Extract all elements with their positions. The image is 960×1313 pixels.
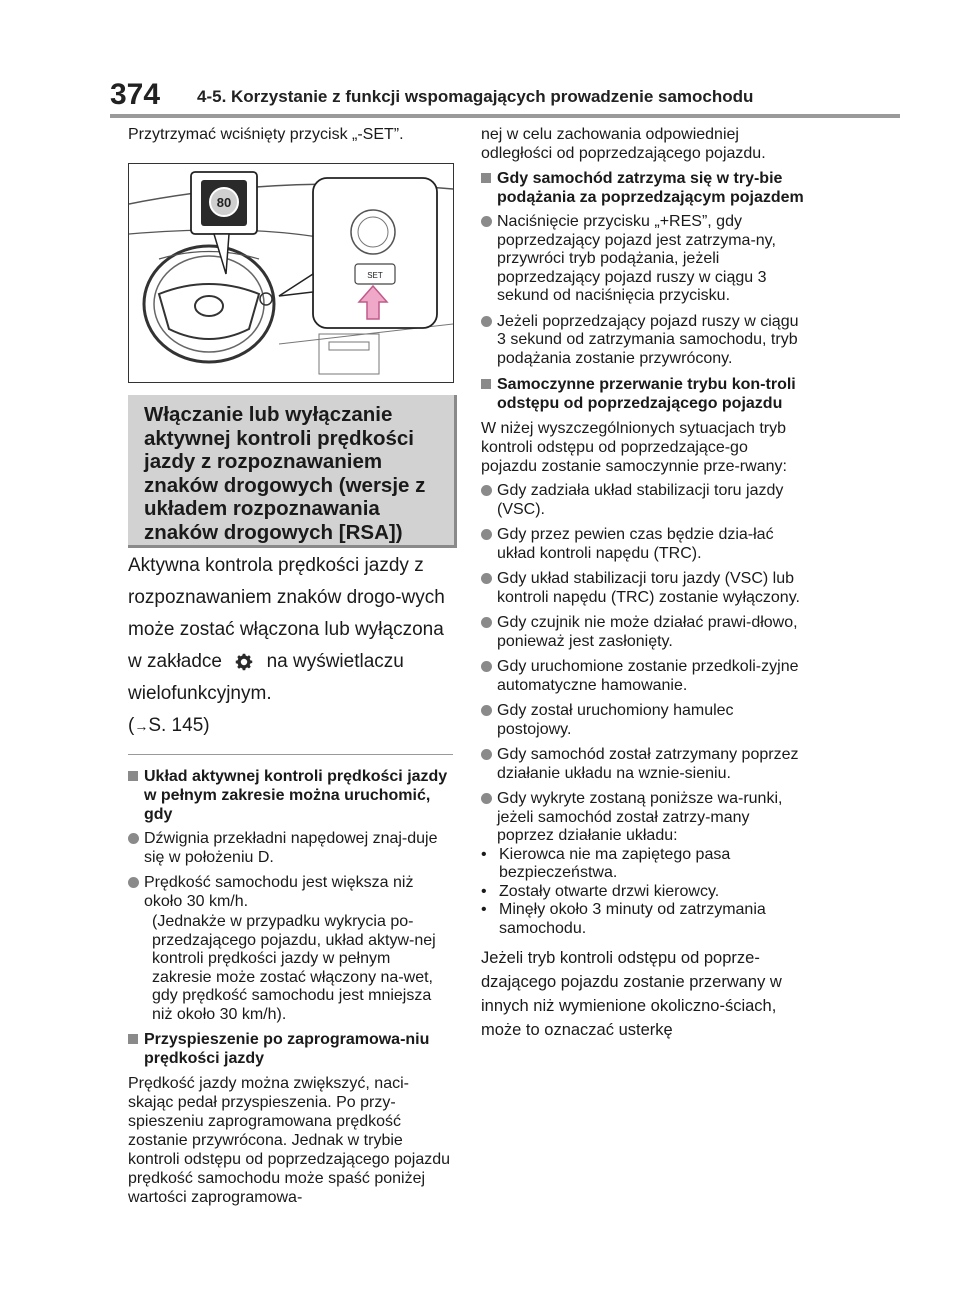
sub-list-item: • Zostały otwarte drzwi kierowcy. xyxy=(481,882,720,900)
intro-instruction: Przytrzymać wciśnięty przycisk „-SET”. xyxy=(128,126,404,143)
list-item: Gdy zadziała układ stabilizacji toru jazdy (VSC). xyxy=(481,482,806,519)
auto-cancel-intro: W niżej wyszczególnionych sytuacjach tryb kontroli odstępu od poprzedzające-go pojazdu zostanie samoczynnie prze-rwany: xyxy=(481,420,787,475)
page-number: 374 xyxy=(110,78,161,111)
header-rule xyxy=(110,114,900,118)
left-column-top xyxy=(128,125,453,150)
sub-list-item: • Kierowca nie ma zapiętego pasa bezpieczeństwa. xyxy=(481,845,731,881)
circle-bullet-icon xyxy=(481,790,497,846)
chapter-title: 4-5. Korzystanie z funkcji wspomagających prowadzenie samochodu xyxy=(197,87,754,106)
circle-bullet-icon xyxy=(481,570,497,607)
list-item: Prędkość samochodu jest większa niż około 30 km/h. xyxy=(128,874,453,911)
section-title: Włączanie lub wyłączanie aktywnej kontroli prędkości jazdy z rozpoznawaniem znaków drogowych (wersje z układem rozpoznawania znaków drogowych [RSA]) xyxy=(144,403,426,544)
rsa-body-part2: na wyświetlaczu wielofunkcyjnym. xyxy=(128,651,404,704)
steering-wheel-figure xyxy=(128,163,454,383)
circle-bullet-icon xyxy=(128,830,144,867)
square-bullet-icon xyxy=(128,771,138,781)
page-header xyxy=(110,78,900,114)
list-item: Dźwignia przekładni napędowej znaj-duje się w położeniu D. xyxy=(128,830,453,867)
circle-bullet-icon xyxy=(481,746,497,783)
circle-bullet-icon xyxy=(481,213,497,306)
square-bullet-icon xyxy=(128,1034,138,1044)
list-item: Gdy samochód został zatrzymany poprzez działanie układu na wznie-sieniu. xyxy=(481,746,806,783)
list-item: Jeżeli poprzedzający pojazd ruszy w ciągu 3 sekund od zatrzymania samochodu, tryb podążania zostanie przywrócony. xyxy=(481,313,806,369)
list-item: Gdy czujnik nie może działać prawi-dłowo, ponieważ jest zasłonięty. xyxy=(481,614,806,651)
right-column xyxy=(481,125,806,1048)
continuation-text: nej w celu zachowania odpowiedniej odległości od poprzedzającego pojazdu. xyxy=(481,126,766,162)
square-bullet-icon xyxy=(481,379,491,389)
circle-bullet-icon xyxy=(128,874,144,911)
speed-note: (Jednakże w przypadku wykrycia po-przedzającego pojazdu, układ aktyw-nej kontroli prędkości jazdy w pełnym zakresie może zostać włączony na-wet, gdy prędkość samochodu jest mniejsza niż około 30 km/h). xyxy=(152,913,436,1023)
rsa-body-text xyxy=(128,550,453,710)
page-reference: (→S. 145) xyxy=(128,715,210,736)
section-heading: Układ aktywnej kontroli prędkości jazdy w pełnym zakresie można uruchomić, gdy xyxy=(128,767,453,824)
acceleration-text: Prędkość jazdy można zwiększyć, naci-skając pedał przyspieszenia. Po przy-spieszeniu zaprogramowana prędkość zostanie przywrócona. Jednak w trybie kontroli odstępu od poprzedzającego pojazdu prędkość samochodu może spaść poniżej wartości zaprogramowa- xyxy=(128,1075,451,1206)
section-heading: Przyspieszenie po zaprogramowa-niu prędkości jazdy xyxy=(128,1030,453,1068)
circle-bullet-icon xyxy=(481,658,497,695)
section-heading: Gdy samochód zatrzyma się w try-bie podążania za poprzedzającym pojazdem xyxy=(481,169,806,207)
set-button-label: SET xyxy=(367,271,383,280)
left-column-body xyxy=(128,550,453,1213)
rsa-body-part1: Aktywna kontrola prędkości jazdy z rozpoznawaniem znaków drogo-wych może zostać włączona lub wyłączona w zakładce xyxy=(128,555,445,672)
circle-bullet-icon xyxy=(481,313,497,369)
list-item: Gdy został uruchomiony hamulec postojowy. xyxy=(481,702,806,739)
section-heading: Samoczynne przerwanie trybu kon-troli odstępu od poprzedzającego pojazdu xyxy=(481,375,806,413)
square-bullet-icon xyxy=(481,173,491,183)
list-item: Gdy wykryte zostaną poniższe wa-runki, jeżeli samochód został zatrzy-many poprzez działanie układu: xyxy=(481,790,806,846)
circle-bullet-icon xyxy=(481,614,497,651)
display-speed-value: 80 xyxy=(216,195,232,210)
list-item: Gdy przez pewien czas będzie dzia-łać układ kontroli napędu (TRC). xyxy=(481,526,806,563)
list-item: Naciśnięcie przycisku „+RES”, gdy poprzedzający pojazd jest zatrzyma-ny, przywróci tryb podążania, jeżeli poprzedzający pojazd ruszy w ciągu 3 sekund od naciśnięcia przycisku. xyxy=(481,213,806,306)
gear-icon xyxy=(233,651,255,673)
closing-text: Jeżeli tryb kontroli odstępu od poprze-dzającego pojazdu zostanie przerwany w innych niż wymienione okoliczno-ściach, może to oznaczać usterkę xyxy=(481,949,782,1039)
circle-bullet-icon xyxy=(481,482,497,519)
list-item: Gdy uruchomione zostanie przedkoli-zyjne automatyczne hamowanie. xyxy=(481,658,806,695)
section-divider xyxy=(128,754,453,755)
circle-bullet-icon xyxy=(481,702,497,739)
list-item: Gdy układ stabilizacji toru jazdy (VSC) lub kontroli napędu (TRC) zostanie wyłączony. xyxy=(481,570,806,607)
steering-wheel-illustration xyxy=(129,164,453,382)
arrow-right-icon: → xyxy=(134,718,149,734)
sub-list-item: • Minęły około 3 minuty od zatrzymania samochodu. xyxy=(481,901,766,937)
circle-bullet-icon xyxy=(481,526,497,563)
section-title-box xyxy=(128,395,457,548)
